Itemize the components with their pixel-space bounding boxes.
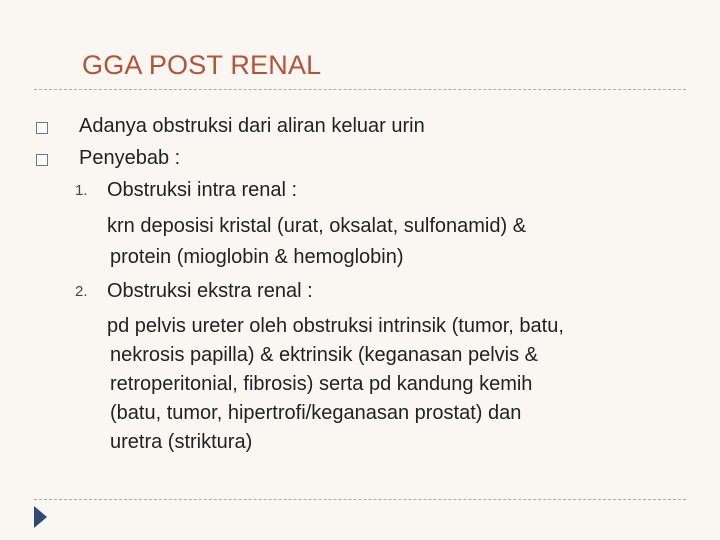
bullet-text: Adanya obstruksi dari aliran keluar urin <box>79 115 425 137</box>
list-item-line: uretra (striktura) <box>110 431 253 453</box>
bottom-divider <box>34 499 686 500</box>
bullet-square-icon <box>36 154 48 166</box>
list-item-line: protein (mioglobin & hemoglobin) <box>110 246 404 268</box>
list-item-heading: Obstruksi ekstra renal : <box>107 280 313 302</box>
play-arrow-icon[interactable] <box>34 506 47 528</box>
bullet-text: Penyebab : <box>79 147 181 169</box>
slide-title: GGA POST RENAL <box>82 50 322 80</box>
list-item-heading: Obstruksi intra renal : <box>107 179 298 201</box>
list-item-line: retroperitonial, fibrosis) serta pd kandung kemih <box>110 373 533 395</box>
list-item-line: (batu, tumor, hipertrofi/keganasan prostat) dan <box>110 402 522 424</box>
list-item-line: pd pelvis ureter oleh obstruksi intrinsik (tumor, batu, <box>107 315 564 337</box>
list-item-line: nekrosis papilla) & ektrinsik (keganasan pelvis & <box>110 344 538 366</box>
bullet-square-icon <box>36 122 48 134</box>
list-item-line: krn deposisi kristal (urat, oksalat, sulfonamid) & <box>107 215 527 237</box>
list-number: 2. <box>75 283 88 300</box>
list-number: 1. <box>75 182 88 199</box>
